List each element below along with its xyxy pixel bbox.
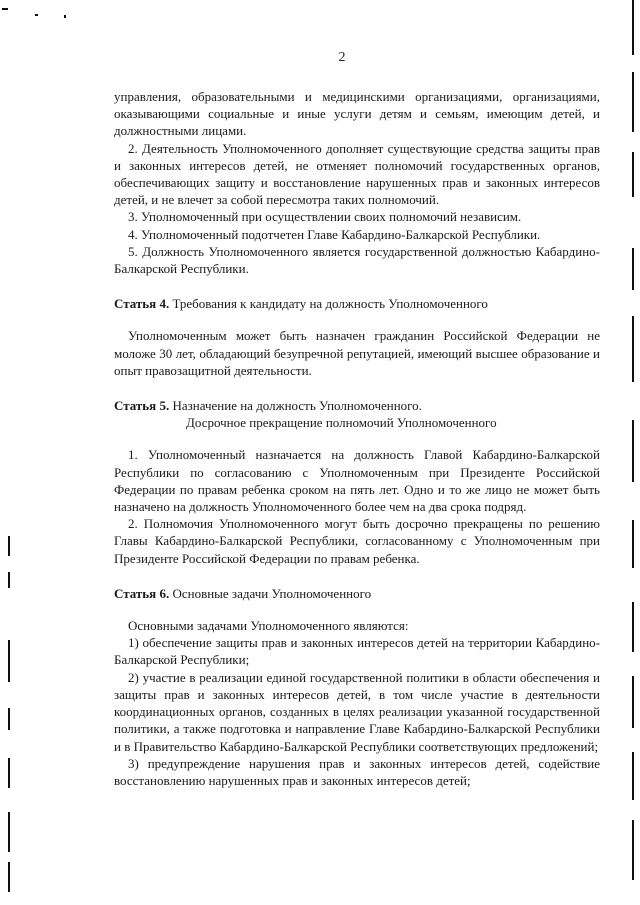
scan-mark bbox=[632, 602, 634, 652]
scan-mark bbox=[632, 752, 634, 800]
scan-mark bbox=[632, 820, 634, 880]
scan-mark bbox=[632, 72, 634, 132]
scan-mark bbox=[35, 14, 38, 16]
scan-mark bbox=[632, 152, 634, 197]
scan-mark bbox=[8, 862, 10, 892]
paragraph-5: 5. Должность Уполномоченного является государственной должностью Кабардино-Балкарской Республики. bbox=[114, 243, 600, 277]
article-4-heading bbox=[114, 295, 600, 312]
article-5-heading bbox=[114, 397, 600, 431]
scan-mark bbox=[632, 248, 634, 290]
scan-mark bbox=[8, 812, 10, 852]
page-number: 2 bbox=[338, 50, 346, 65]
article-6-title: Основные задачи Уполномоченного bbox=[169, 585, 372, 601]
paragraph-3: 3. Уполномоченный при осуществлении своих полномочий независим. bbox=[128, 209, 522, 225]
article-5-paragraph-2: 2. Полномочия Уполномоченного могут быть досрочно прекращены по решению Главы Кабардино-Балкарской Республики, согласованному с Уполномоченным при Президенте Российской Федерации по правам ребенка. bbox=[114, 516, 600, 566]
paragraph-4: 4. Уполномоченный подотчетен Главе Кабардино-Балкарской Республики. bbox=[128, 226, 541, 242]
article-6-heading bbox=[114, 585, 600, 602]
scan-mark bbox=[8, 708, 10, 730]
article-6-task-1: 1) обеспечение защиты прав и законных интересов детей на территории Кабардино-Балкарской Республики; bbox=[114, 635, 600, 668]
article-5-label: Статья 5. bbox=[114, 398, 170, 414]
scan-mark bbox=[64, 15, 66, 18]
scan-mark bbox=[8, 640, 10, 682]
scan-mark bbox=[632, 316, 634, 382]
paragraph-2: 2. Деятельность Уполномоченного дополняет существующие средства защиты прав и законных интересов детей, не отменяет полномочий государственных органов, обеспечивающих защиту и восстановление нарушенных прав и законных интересов детей, и не влечет за собой пересмотра таких полномочий. bbox=[114, 140, 600, 208]
scan-mark bbox=[2, 8, 8, 10]
scan-mark bbox=[632, 0, 634, 55]
scan-mark bbox=[8, 758, 10, 788]
scan-mark bbox=[8, 536, 10, 556]
scan-mark bbox=[632, 520, 634, 568]
scan-mark bbox=[632, 420, 634, 482]
article-4-title: Требования к кандидату на должность Уполномоченного bbox=[169, 296, 488, 312]
scan-mark bbox=[632, 676, 634, 728]
document-body bbox=[114, 88, 600, 789]
article-6-label: Статья 6. bbox=[114, 585, 170, 601]
article-5-title: Назначение на должность Уполномоченного. bbox=[169, 398, 422, 414]
article-5-subtitle: Досрочное прекращение полномочий Уполномоченного bbox=[186, 415, 497, 431]
article-6-intro: Основными задачами Уполномоченного являются: bbox=[128, 618, 409, 634]
article-5-paragraph-1: 1. Уполномоченный назначается на должность Главой Кабардино-Балкарской Республики по согласованию с Уполномоченным при Президенте Российской Федерации по правам ребенка сроком на пять лет. Одно и то же лицо не может быть назначено на должность Уполномоченного более чем на два срока подряд. bbox=[114, 447, 600, 515]
article-4-text: Уполномоченным может быть назначен гражданин Российской Федерации не моложе 30 лет, обладающий безупречной репутацией, имеющий высшее образование и опыт правозащитной деятельности. bbox=[114, 328, 600, 378]
paragraph-continuation: управления, образовательными и медицинскими организациями, организациями, оказывающими социальные и иные услуги детям и семьям, имеющим детей, и должностными лицами. bbox=[114, 89, 600, 139]
article-4-label: Статья 4. bbox=[114, 296, 170, 312]
scan-mark bbox=[8, 572, 10, 588]
article-6-task-2: 2) участие в реализации единой государственной политики в области обеспечения и защиты прав и законных интересов детей, в том числе участие в деятельности координационных органов, созданных в целях реализации указанной государственной политики, а также подготовка и направление Главе Кабардино-Балкарской Республики и в Правительство Кабардино-Балкарской Республики соответствующих предложений; bbox=[114, 669, 600, 754]
article-6-task-3: 3) предупреждение нарушения прав и законных интересов детей, содействие восстановлению нарушенных прав и законных интересов детей; bbox=[114, 755, 600, 788]
